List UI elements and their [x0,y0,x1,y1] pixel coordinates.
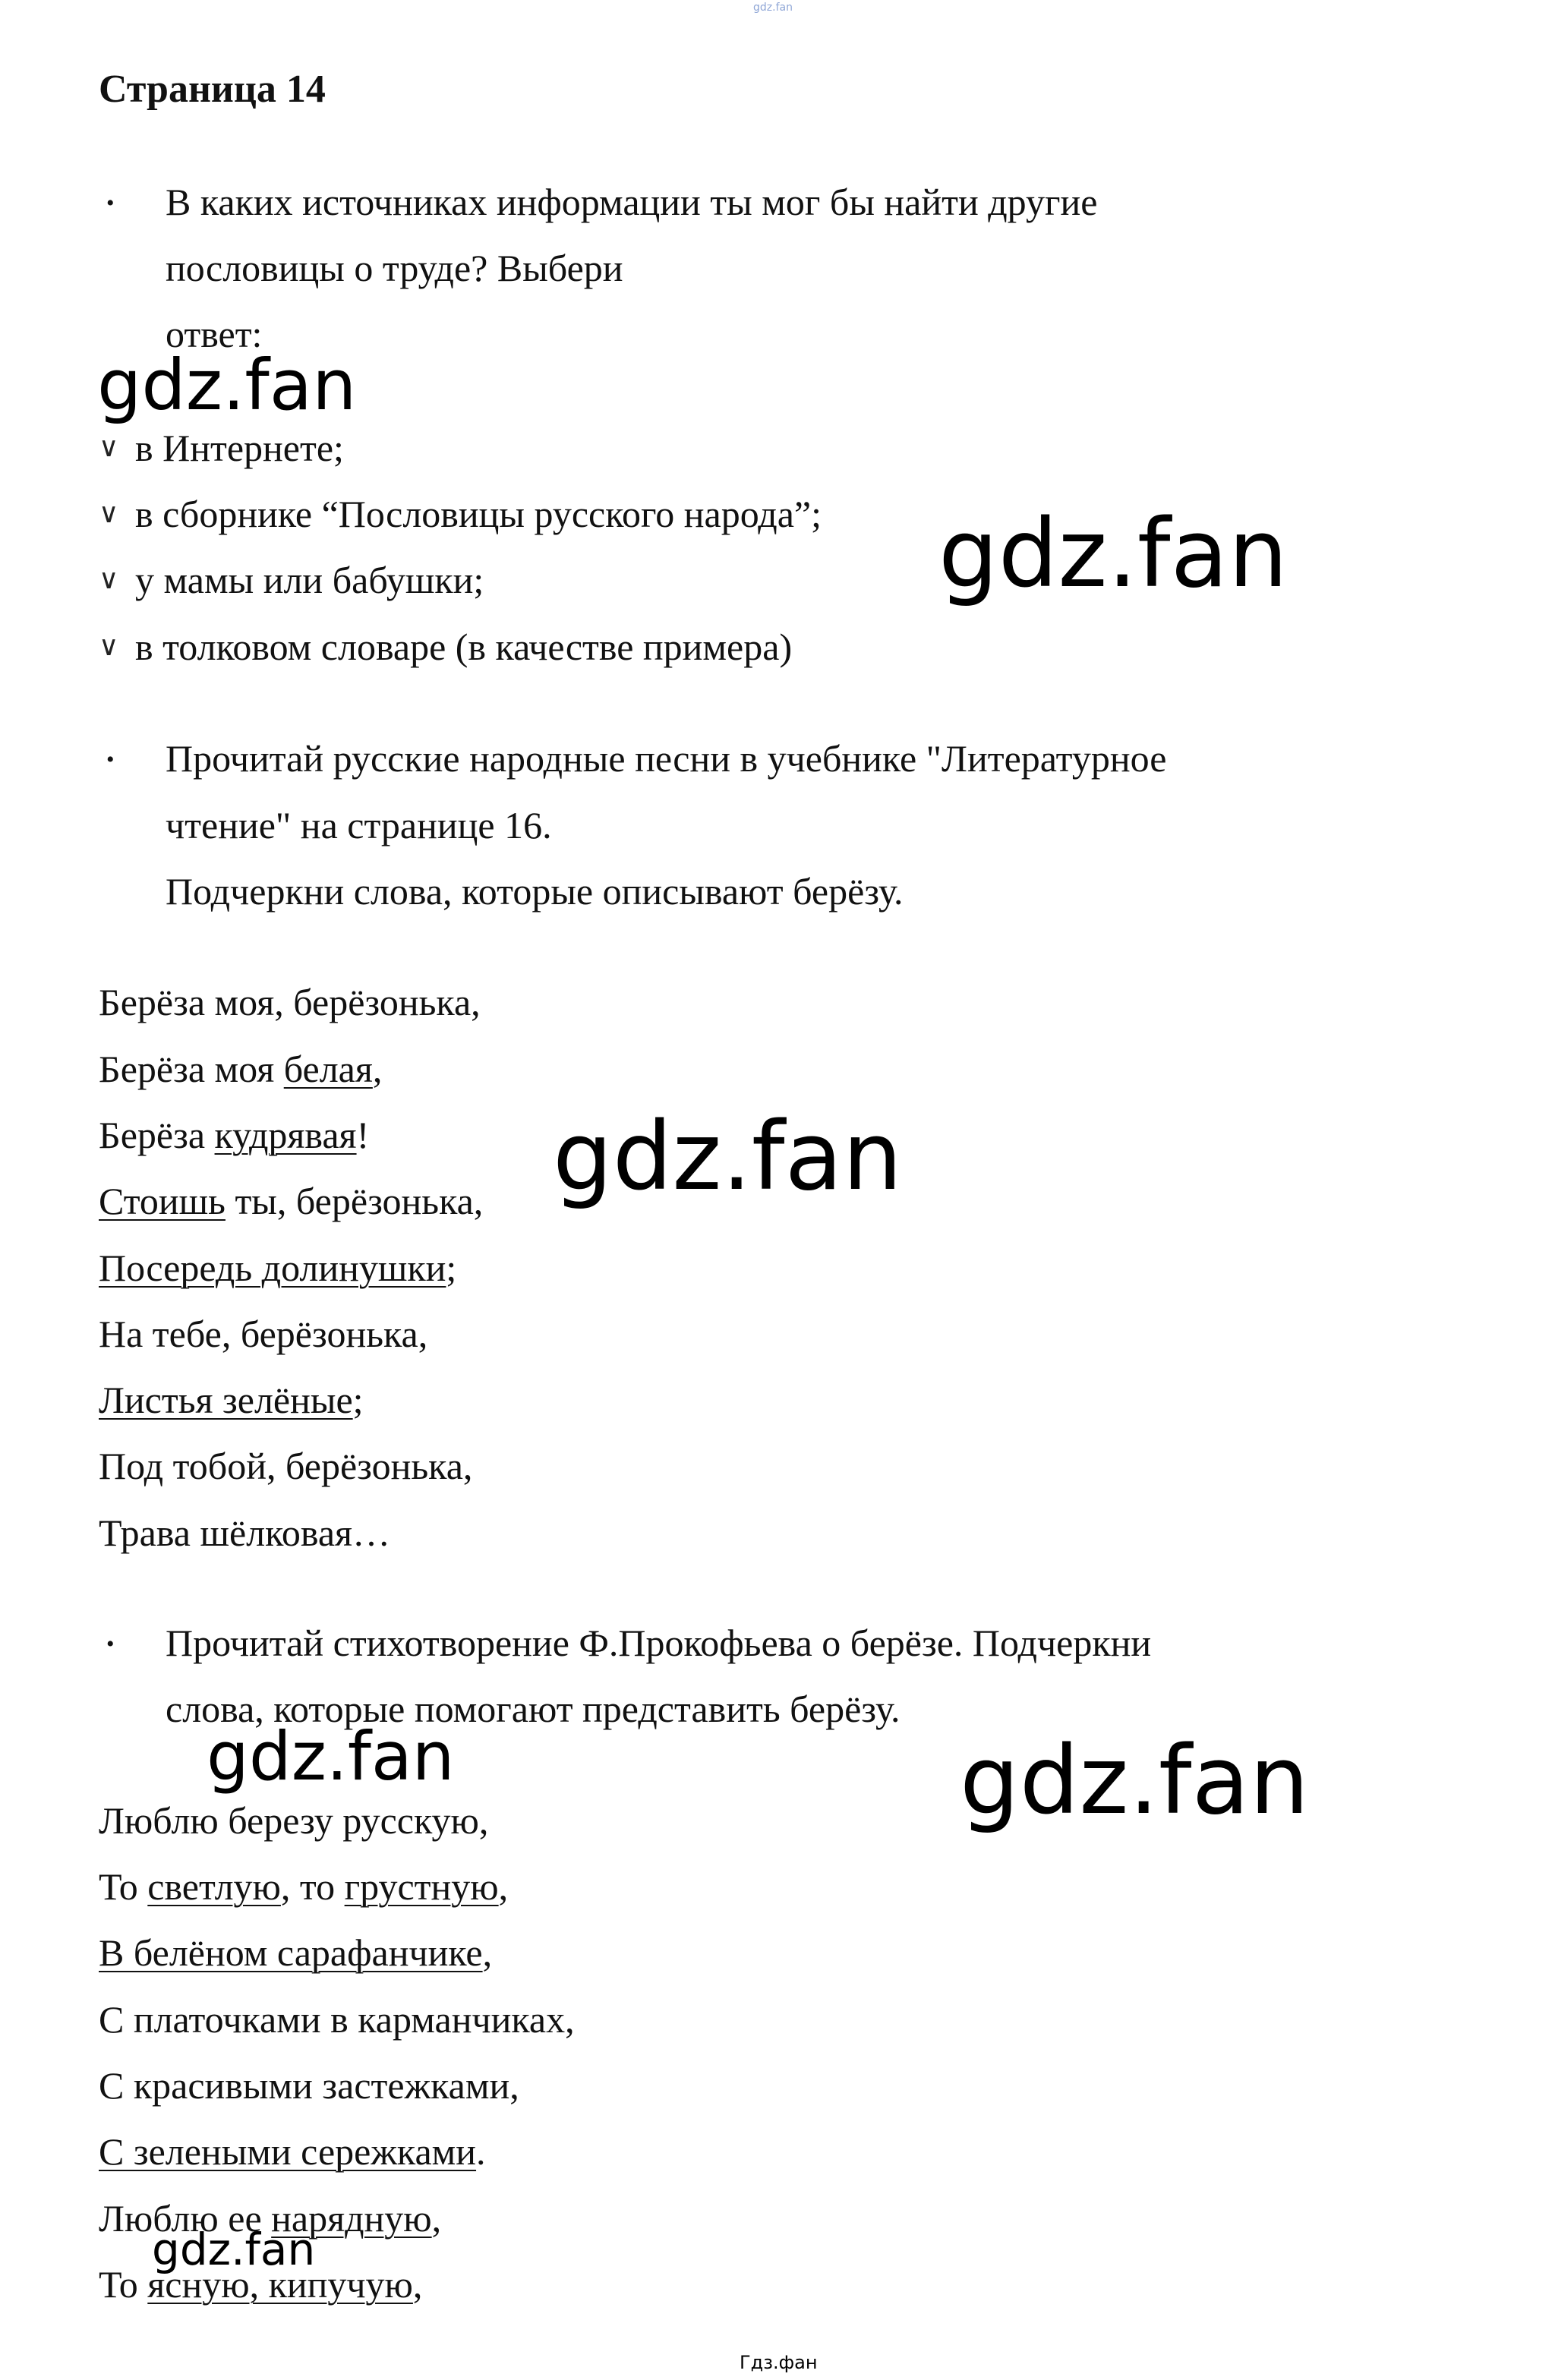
song-line: Берёза кудрявая! [99,1114,370,1156]
poem-line: Люблю березу русскую, [99,1799,489,1842]
q2-bullet: • [106,747,115,772]
watermark: gdz.fan [207,1717,455,1795]
song-line: Трава шёлковая… [99,1512,391,1554]
q1-option-1: в Интернете; [135,427,344,469]
check-icon: ∨ [99,432,119,463]
q2-text-line-2: чтение" на странице 16. [166,804,552,846]
poem-line: То ясную, кипучую, [99,2263,423,2306]
header-watermark: gdz.fan [753,2,793,14]
q2-text-line-1: Прочитай русские народные песни в учебнике "Литературное [166,737,1167,780]
page-title: Страница 14 [99,68,326,111]
poem-line: С красивыми застежками, [99,2064,519,2107]
song-line: На тебе, берёзонька, [99,1313,428,1355]
q1-bullet: • [106,191,115,216]
check-icon: ∨ [99,564,119,595]
q1-text-line-2: пословицы о труде? Выбери [166,247,623,289]
q3-text-line-2: слова, которые помогают представить берёзу. [166,1688,901,1730]
poem-line: Люблю ее нарядную, [99,2197,442,2240]
q2-text-line-3: Подчеркни слова, которые описывают берёзу. [166,870,904,913]
q1-option-2: в сборнике “Пословицы русского народа”; [135,493,822,535]
q1-text-line-3: ответ: [166,313,263,355]
watermark: gdz.fan [553,1102,903,1212]
poem-line: С зелеными сережками. [99,2130,486,2173]
song-line: Посередь долинушки; [99,1247,457,1289]
q3-bullet: • [106,1631,115,1657]
song-line: Под тобой, берёзонька, [99,1445,473,1487]
poem-line: То светлую, то грустную, [99,1865,509,1908]
poem-line: С платочками в карманчиках, [99,1998,575,2041]
song-line: Стоишь ты, берёзонька, [99,1180,484,1222]
song-line: Берёза моя белая, [99,1048,383,1090]
watermark: gdz.fan [152,2224,316,2275]
q1-text-line-1: В каких источниках информации ты мог бы найти другие [166,181,1098,223]
q1-option-4: в толковом словаре (в качестве примера) [135,626,793,668]
watermark: gdz.fan [938,500,1288,609]
song-line: Листья зелёные; [99,1379,364,1421]
check-icon: ∨ [99,498,119,529]
q1-option-3: у мамы или бабушки; [135,559,484,601]
footer-text: Гдз.фан [740,2352,818,2373]
check-icon: ∨ [99,631,119,662]
watermark: gdz.fan [97,345,357,426]
watermark: gdz.fan [960,1726,1310,1836]
q3-text-line-1: Прочитай стихотворение Ф.Прокофьева о берёзе. Подчеркни [166,1622,1152,1664]
song-line: Берёза моя, берёзонька, [99,981,481,1023]
poem-line: В белёном сарафанчике, [99,1931,493,1974]
